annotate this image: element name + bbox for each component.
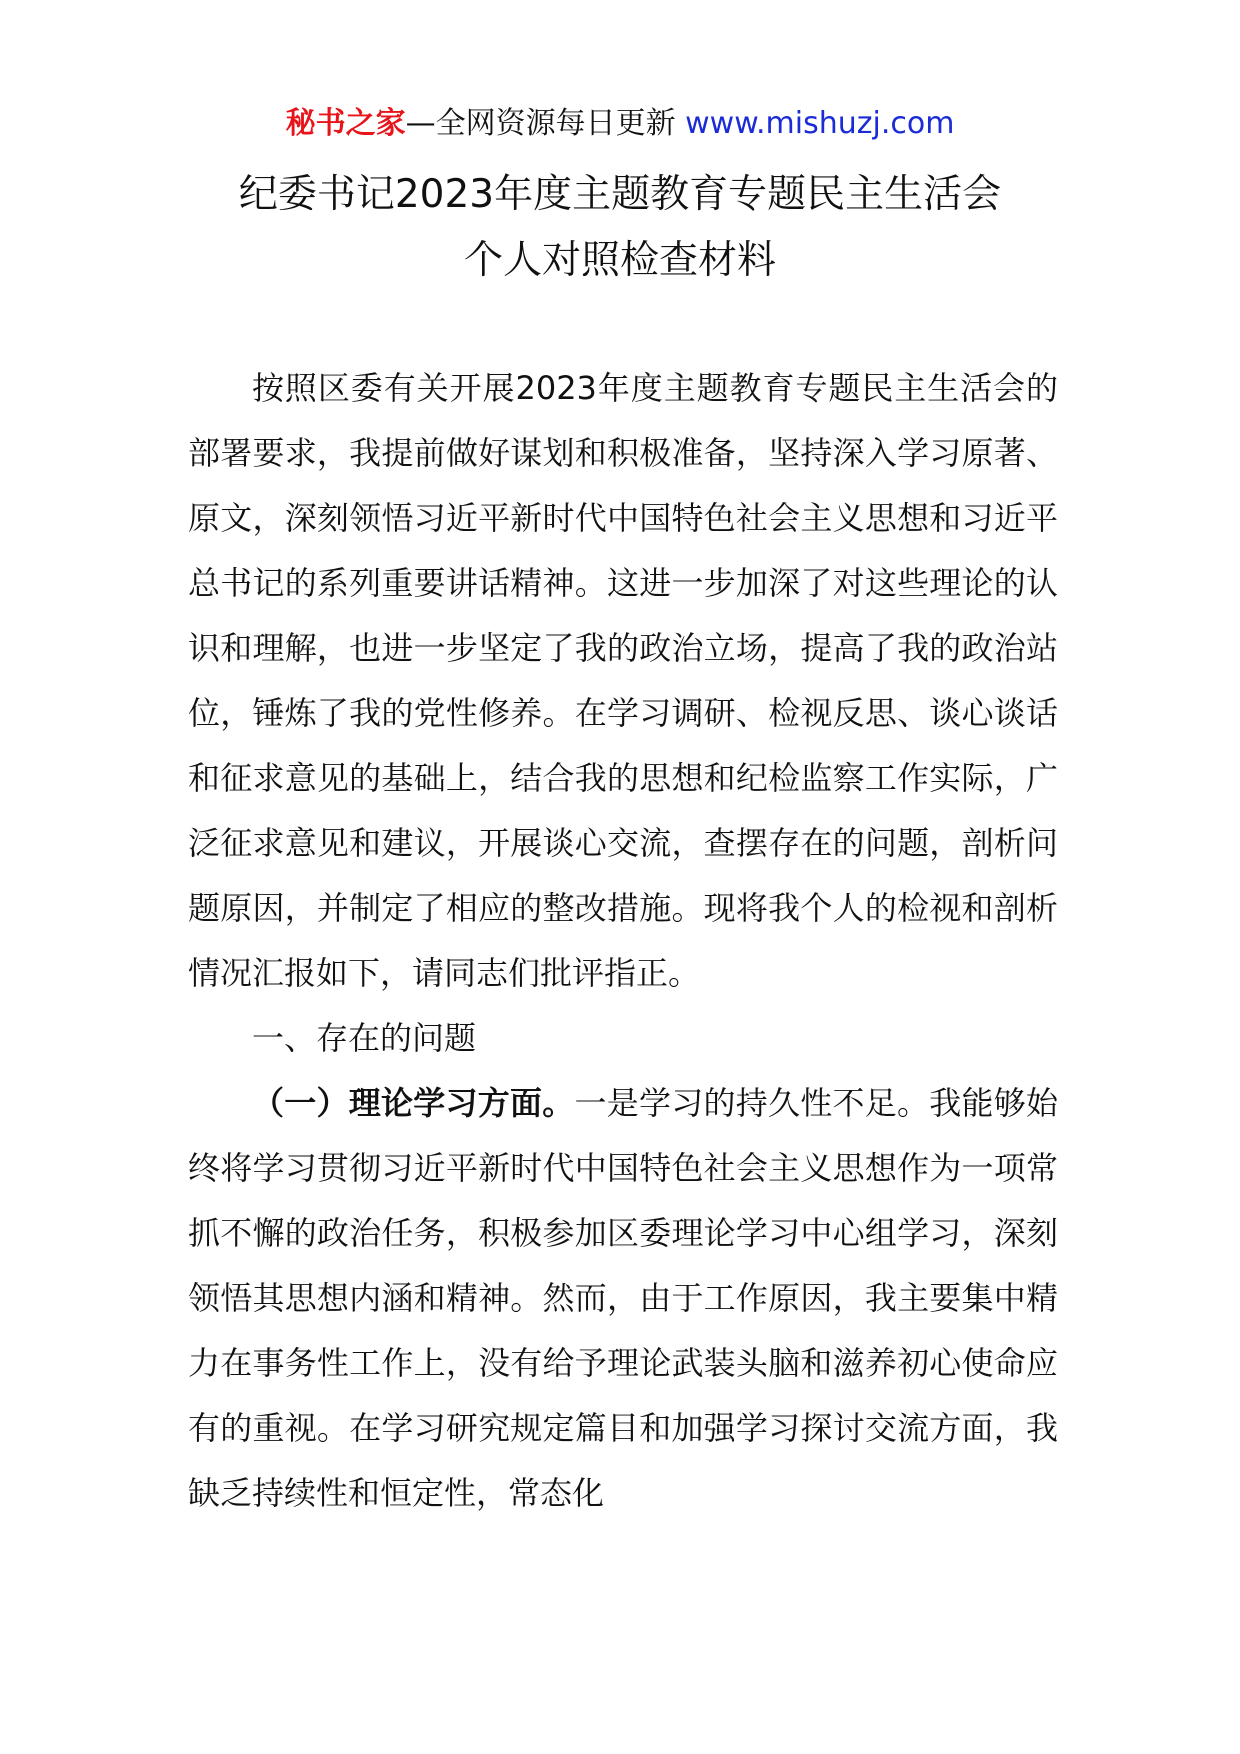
section-heading: 一、存在的问题 [252, 1019, 477, 1057]
site-header [0, 102, 1240, 146]
title-line-2: 个人对照检查材料 [463, 238, 776, 283]
document-title [0, 162, 1240, 294]
subsection-text: 一是学习的持久性不足。我能够始终将学习贯彻习近平新时代中国特色社会主义思想作为一项常抓不懈的政治任务，积极参加区委理论学习中心组学习，深刻领悟其思想内涵和精神。然而，由于工作原因，我主要集中精力在事务性工作上，没有给予理论武装头脑和滋养初心使命应有的重视。在学习研究规定篇目和加强学习探讨交流方面，我缺乏持续性和恒定性，常态化 [188, 1084, 1058, 1512]
site-url-link[interactable]: www.mishuzj.com [685, 106, 955, 141]
subsection-paragraph [188, 1071, 1058, 1526]
document-body [188, 356, 1058, 1526]
site-brand: 秘书之家 [285, 106, 406, 141]
site-slogan: —全网资源每日更新 [405, 106, 676, 141]
subsection-heading: （一）理论学习方面。 [252, 1084, 575, 1122]
intro-paragraph: 按照区委有关开展2023年度主题教育专题民主生活会的部署要求，我提前做好谋划和积极准备，坚持深入学习原著、原文，深刻领悟习近平新时代中国特色社会主义思想和习近平总书记的系列重要讲话精神。这进一步加深了对这些理论的认识和理解，也进一步坚定了我的政治立场，提高了我的政治站位，锤炼了我的党性修养。在学习调研、检视反思、谈心谈话和征求意见的基础上，结合我的思想和纪检监察工作实际，广泛征求意见和建议，开展谈心交流，查摆存在的问题，剖析问题原因，并制定了相应的整改措施。现将我个人的检视和剖析情况汇报如下，请同志们批评指正。 [188, 369, 1058, 992]
title-line-1: 纪委书记2023年度主题教育专题民主生活会 [238, 172, 1002, 217]
